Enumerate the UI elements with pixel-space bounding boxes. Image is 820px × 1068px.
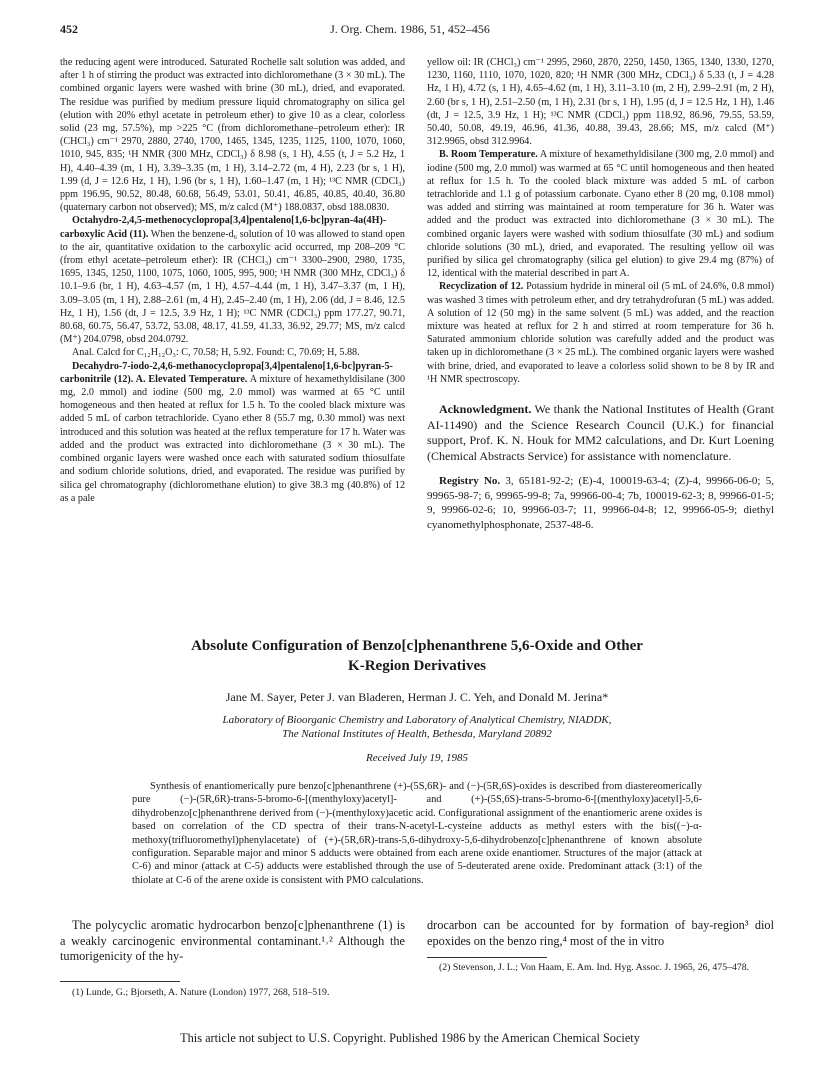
- subsection-heading: B. Room Temperature.: [439, 149, 538, 161]
- acknowledgment-text: We thank the National Institutes of Health (Grant AI-11490) and the Science Research Council (U.K.) for financial support, Prof. K. N. Houk for MM2 calculations, and Dr. Kurt Loening (Chemical Abstracts Service) for assistance with nomenclature.: [427, 402, 774, 463]
- abstract: Synthesis of enantiomerically pure benzo[c]phenanthrene (+)-(5S,6R)- and (−)-(5R,6S)-oxides is described from diastereomerically pure (−)-(5R,6R)-trans-5-bromo-6-[(menthyloxy)acetyl]- and (+)-(5S,6S)-trans-5-bromo-6-[(menthyloxy)acetyl]-5,6-dihydrobenzo[c]phenanthrene derived from (−)-(menthyloxy)acetic acid. Configurational assignment of the enantiomeric arene oxides is based on correlation of the CD spectra of their trans-N-acetyl-L-cysteine adducts as methyl esters with the bis((−)-α-methoxy(trifluoromethyl)phenylacetate) of (+)-(5R,6R)-trans-5,6-dihydroxy-5,6-dihydrobenzo[c]phenanthrene of known absolute configuration. Separable major and minor S adducts were obtained from each arene oxide enantiomer. Structures of the major (attack at C-6) and minor (attack at C-5) adducts were established through the use of 5-deuterated arene oxide. Predominant attack (3:1) of the thiolate at C-6 of the arene oxide is consistent with PMO calculations.: [132, 781, 702, 886]
- affiliation-line: The National Institutes of Health, Bethesda, Maryland 20892: [282, 728, 552, 740]
- right-column: [427, 56, 774, 532]
- affiliation-line: Laboratory of Bioorganic Chemistry and Laboratory of Analytical Chemistry, NIADDK,: [222, 714, 612, 726]
- experimental-paragraph: [427, 148, 774, 280]
- subsection-heading: Recyclization of 12.: [439, 281, 524, 293]
- experimental-paragraph: [60, 360, 405, 505]
- page-number: 452: [60, 22, 78, 36]
- copyright-footer: This article not subject to U.S. Copyright. Published 1986 by the American Chemical Society: [180, 1031, 640, 1045]
- acknowledgment: [427, 402, 774, 464]
- paragraph-text: A mixture of hexamethyldisilane (300 mg, 2.0 mmol) and iodine (500 mg, 2.0 mmol) was warmed at 65 °C until homogeneous and then heated at reflux for 1.5 h. To the cooled black mixture was added 5 mL of carbon tetrachloride and 1.1 g of potassium carbonate. Cyano ether 8 (20 mg, 0.108 mmol) was added and stirring was maintained at room temperature for 36 h. Water was added and the product was extracted into dichloromethane (3 × 30 mL). The combined organic layers were washed with sodium thiosulfate (30 mL) and sodium chloride solutions (30 mL), dried, and evaporated. The resulting yellow oil was purified by silica gel chromatography (silica gel elution) to give 29.4 mg (87%) of 12, identical with the material described in part A.: [427, 149, 774, 280]
- acknowledgment-heading: Acknowledgment.: [439, 402, 532, 417]
- left-column: [60, 56, 405, 505]
- footnote-divider: [427, 957, 547, 958]
- footnote: (1) Lunde, G.; Bjorseth, A. Nature (London) 1977, 268, 518–519.: [72, 987, 330, 998]
- article-title: [60, 636, 774, 676]
- experimental-paragraph: yellow oil: IR (CHCl₃) cm⁻¹ 2995, 2960, 2870, 2250, 1450, 1365, 1340, 1330, 1270, 1230, 1160, 1110, 1070, 1020, 820; ¹H NMR (300 MHz, CDCl₃) δ 5.33 (t, J = 4.28 Hz, 1 H), 4.72 (s, 1 H), 4.65–4.62 (m, 1 H), 3.11–3.10 (m, 2 H), 2.99–2.91 (m, 2 H), 2.60 (br s, 1 H), 2.51–2.50 (m, 1 H), 2.31 (br s, 1 H), 1.95 (d, J = 12.5 Hz, 1 H), 1.46 (dt, J = 12.5, 3.9 Hz, 1 H); ¹³C NMR (CDCl₃) ppm 118.92, 86.96, 79.55, 53.59, 50.40, 50.08, 49.19, 46.96, 41.36, 40.88, 39.43, 28.66; MS, m/z calcd (M⁺) 312.9965, obsd 312.9964.: [427, 57, 774, 148]
- registry-heading: Registry No.: [439, 475, 501, 488]
- paragraph-text: When the benzene-d₆ solution of 10 was allowed to stand open to the air, quantitative oxidation to the carboxylic acid occurred, mp 208–209 °C (from ethyl acetate–petroleum ether): IR (CHCl₃) cm⁻¹ 3300–2900, 2980, 1735, 1695, 1345, 1250, 1100, 1075, 1060, 1005, 995, 900; ¹H NMR (300 MHz, CDCl₃) δ 10.1–9.6 (br, 1 H), 4.63–4.57 (m, 1 H), 4.57–4.44 (m, 1 H), 3.47–3.37 (m, 1 H), 3.09–3.05 (m, 1 H), 2.88–2.61 (m, 4 H), 2.45–2.40 (m, 1 H), 2.06 (dd, J = 8.46, 12.5 Hz, 1 H), 1.56 (dt, J = 12.5, 3.9 Hz, 1 H); ¹³C NMR (CDCl₃) ppm 177.27, 90.71, 80.68, 60.75, 56.47, 53.72, 53.08, 48.17, 41.59, 41.33, 36.92, 29.77; MS, m/z calcd (M⁺) 204.0798, obsd 204.0792.: [60, 228, 405, 346]
- experimental-paragraph: the reducing agent were introduced. Saturated Rochelle salt solution was added, and after 1 h of stirring the product was extracted into dichloromethane (3 × 30 mL). The combined organic layers were washed with brine (30 mL), dried, and evaporated. The residue was purified by medium pressure liquid chromatography on silica gel (elution with 20% ethyl acetate in petroleum ether) to give 10 as a clear, colorless solid (23 mg, 57.5%), mp >225 °C (from dichloromethane–petroleum ether): IR (CHCl₃) cm⁻¹ 2970, 2880, 2740, 1700, 1465, 1345, 1235, 1125, 1100, 1070, 1060, 1010, 945, 835; ¹H NMR (300 MHz, CDCl₃) δ 8.98 (s, 1 H), 4.55 (t, J = 5.2 Hz, 1 H), 4.40–4.39 (m, 1 H), 3.39–3.35 (m, 1 H), 3.14–2.72 (m, 4 H), 2.23 (br s, 1 H), 1.99 (d, J = 12.6 Hz, 1 H), 1.96 (br s, 1 H), 1.60–1.47 (m, 1 H); ¹³C NMR (CDCl₃) ppm 196.95, 90.52, 80.48, 60.68, 56.49, 53.01, 50.41, 46.85, 40.85, 40.40, 36.80 (quaternary carbon not observed); MS, m/z calcd (M⁺) 188.0837, obsd 188.0830.: [60, 57, 405, 214]
- experimental-paragraph: [60, 214, 405, 346]
- paragraph-text: A mixture of hexamethyldisilane (300 mg, 2.0 mmol) and iodine (500 mg, 2.0 mmol) was warmed at 65 °C until homogeneous and then heated at reflux for 1.5 h. To the cooled black mixture was added 5 mL of carbon tetrachloride. Cyano ether 8 (55.7 mg, 0.30 mmol) was next introduced and this solution was heated at the reflux temperature for 17 h. Water was added and the product was extracted into dichloromethane (3 × 30 mL). The combined organic layers were washed once each with saturated sodium thiosulfate and sodium chloride solutions, dried, and evaporated. The residue was purified by silica gel chromatography (dichloromethane elution) to give 38.3 mg (40.8%) of 12 as a pale: [60, 373, 405, 504]
- footnote: (2) Stevenson, J. L.; Von Haam, E. Am. Ind. Hyg. Assoc. J. 1965, 26, 475–478.: [439, 962, 750, 973]
- author-list: Jane M. Sayer, Peter J. van Bladeren, Herman J. C. Yeh, and Donald M. Jerina*: [225, 690, 609, 704]
- title-line: Absolute Configuration of Benzo[c]phenanthrene 5,6-Oxide and Other: [191, 638, 643, 654]
- compound-heading: Decahydro-7-iodo-2,4,6-methanocyclopropa[3,4]pentaleno[1,6-bc]pyran-5-carbonitrile (12). A. Elevated Temperature.: [60, 360, 393, 385]
- paragraph-text: Potassium hydride in mineral oil (5 mL of 24.6%, 0.8 mmol) was washed 3 times with petroleum ether, and dry tetrahydrofuran (5 mL) was added. A solution of 12 (50 mg) in the same solvent (5 mL) was added, and the reaction mixture was heated at reflux for 2 h and stirred at room temperature for 36 h. Saturated ammonium chloride solution was carefully added and the product was taken up in dichloromethane (3 × 25 mL). The combined organic layers were washed with brine, dried, and evaporated to leave a colorless solid shown to be 8 by IR and ¹H NMR spectroscopy.: [427, 281, 774, 385]
- experimental-paragraph: [427, 280, 774, 386]
- registry-numbers: [427, 474, 774, 532]
- footnote-divider: [60, 981, 180, 982]
- registry-text: 3, 65181-92-2; (E)-4, 100019-63-4; (Z)-4, 99966-06-0; 5, 99965-98-7; 6, 99965-99-8; 7a, 99966-00-4; 7b, 100019-62-3; 8, 99966-01-5; 9, 99966-02-6; 10, 99966-03-7; 11, 99966-04-8; 12, 99966-05-9; diethyl cyanomethylphosphonate, 2537-48-6.: [427, 475, 774, 531]
- analysis-paragraph: Anal. Calcd for C₁₂H₁₂O₃: C, 70.58; H, 5.92. Found: C, 70.69; H, 5.88.: [72, 347, 360, 359]
- title-line: K-Region Derivatives: [348, 658, 486, 674]
- received-date: Received July 19, 1985: [365, 752, 468, 764]
- compound-heading: Octahydro-2,4,5-methenocyclopropa[3,4]pentaleno[1,6-bc]pyran-4a(4H)-carboxylic Acid (11).: [60, 215, 387, 240]
- affiliation: [60, 713, 774, 741]
- intro-text-left: The polycyclic aromatic hydrocarbon benzo[c]phenanthrene (1) is a weakly carcinogenic environmental contaminant.¹˒² Although the tumorigenicity of the hy-: [60, 918, 405, 964]
- intro-text-right: drocarbon can be accounted for by formation of bay-region³ diol epoxides on the benzo ring,⁴ most of the in vitro: [427, 918, 774, 948]
- running-header: J. Org. Chem. 1986, 51, 452–456: [330, 22, 490, 36]
